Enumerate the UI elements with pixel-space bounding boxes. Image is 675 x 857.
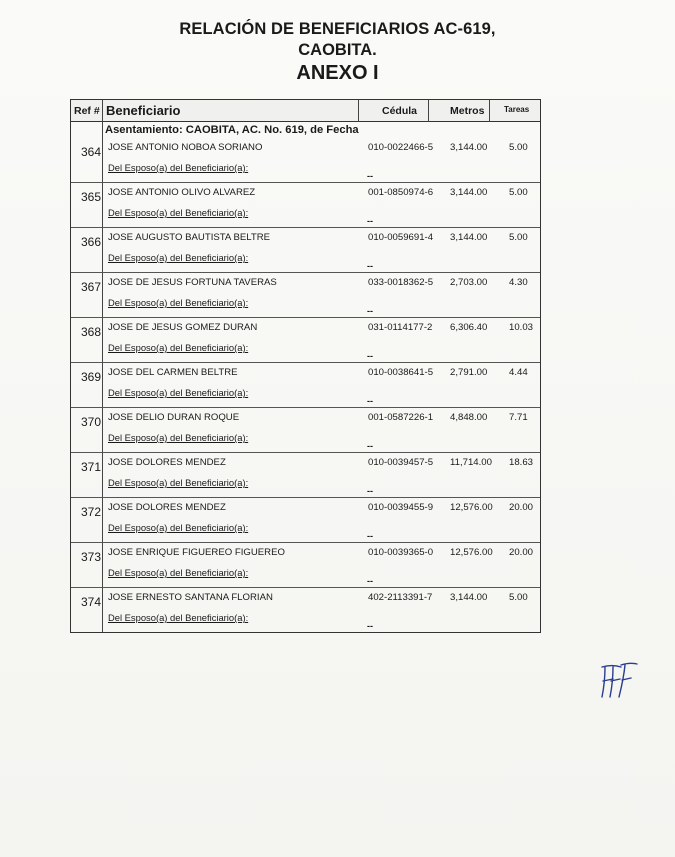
metros-cell: 11,714.00 — [450, 457, 492, 468]
ref-cell: 374 — [81, 595, 102, 609]
beneficiary-name: JOSE DE JESUS GOMEZ DURAN — [108, 322, 258, 333]
spouse-cedula-placeholder: -- — [367, 396, 373, 406]
cedula-cell: 033-0018362-5 — [368, 277, 434, 288]
spouse-cedula-placeholder: -- — [367, 216, 373, 226]
beneficiary-name: JOSE ANTONIO OLIVO ALVAREZ — [108, 187, 256, 198]
table-row — [71, 453, 540, 498]
beneficiary-name: JOSE DE JESUS FORTUNA TAVERAS — [108, 277, 277, 288]
cedula-cell: 010-0038641-5 — [368, 367, 434, 378]
document-subtitle: CAOBITA. — [298, 41, 377, 59]
beneficiary-name: JOSE ENRIQUE FIGUEREO FIGUEREO — [108, 547, 285, 558]
column-header-beneficiario: Beneficiario — [106, 103, 181, 118]
beneficiary-name: JOSE DOLORES MENDEZ — [108, 502, 226, 513]
spouse-label: Del Esposo(a) del Beneficiario(a): — [108, 297, 249, 308]
beneficiary-name: JOSE DELIO DURAN ROQUE — [108, 412, 240, 423]
beneficiary-name: JOSE ANTONIO NOBOA SORIANO — [108, 142, 263, 153]
spouse-label: Del Esposo(a) del Beneficiario(a): — [108, 342, 249, 353]
spouse-label: Del Esposo(a) del Beneficiario(a): — [108, 477, 249, 488]
cedula-cell: 402-2113391-7 — [368, 592, 433, 603]
tareas-cell: 5.00 — [509, 232, 528, 243]
spouse-cedula-placeholder: -- — [367, 486, 373, 496]
column-header-tareas: Tareas — [504, 105, 530, 114]
cedula-cell: 010-0039365-0 — [368, 547, 434, 558]
table-row — [71, 318, 540, 363]
ref-cell: 367 — [81, 280, 102, 294]
asentamiento-label: Asentamiento: CAOBITA, AC. No. 619, de Fecha — [105, 124, 359, 136]
table-row — [71, 138, 540, 183]
ref-cell: 370 — [81, 415, 102, 429]
cedula-cell: 010-0022466-5 — [368, 142, 434, 153]
table-row — [71, 273, 540, 318]
metros-cell: 4,848.00 — [450, 412, 488, 423]
spouse-cedula-placeholder: -- — [367, 621, 373, 631]
spouse-label: Del Esposo(a) del Beneficiario(a): — [108, 432, 249, 443]
column-header-cedula: Cédula — [382, 105, 418, 117]
metros-cell: 3,144.00 — [450, 187, 488, 198]
spouse-label: Del Esposo(a) del Beneficiario(a): — [108, 207, 249, 218]
tareas-cell: 20.00 — [509, 502, 534, 513]
cedula-cell: 010-0039455-9 — [368, 502, 434, 513]
ref-cell: 366 — [81, 235, 102, 249]
metros-cell: 2,703.00 — [450, 277, 488, 288]
table-row — [71, 543, 540, 588]
table-row — [71, 228, 540, 273]
beneficiary-name: JOSE AUGUSTO BAUTISTA BELTRE — [108, 232, 271, 243]
signature-initials — [599, 657, 639, 702]
table-row — [71, 408, 540, 453]
beneficiary-name: JOSE DOLORES MENDEZ — [108, 457, 226, 468]
ref-cell: 365 — [81, 190, 102, 204]
document-title: RELACIÓN DE BENEFICIARIOS AC-619, — [179, 20, 496, 38]
cedula-cell: 001-0587226-1 — [368, 412, 434, 423]
spouse-label: Del Esposo(a) del Beneficiario(a): — [108, 252, 249, 263]
tareas-cell: 5.00 — [509, 592, 528, 603]
beneficiaries-table — [70, 99, 541, 633]
annex-title: ANEXO I — [296, 62, 379, 84]
spouse-label: Del Esposo(a) del Beneficiario(a): — [108, 522, 249, 533]
tareas-cell: 18.63 — [509, 457, 534, 468]
spouse-label: Del Esposo(a) del Beneficiario(a): — [108, 567, 249, 578]
spouse-cedula-placeholder: -- — [367, 531, 373, 541]
metros-cell: 6,306.40 — [450, 322, 488, 333]
column-header-metros: Metros — [450, 105, 485, 117]
tareas-cell: 7.71 — [509, 412, 528, 423]
column-divider-cedula — [428, 100, 429, 122]
metros-cell: 3,144.00 — [450, 592, 488, 603]
spouse-cedula-placeholder: -- — [367, 171, 373, 181]
beneficiary-name: JOSE ERNESTO SANTANA FLORIAN — [108, 592, 273, 603]
tareas-cell: 5.00 — [509, 142, 528, 153]
cedula-cell: 010-0059691-4 — [368, 232, 434, 243]
ref-cell: 368 — [81, 325, 102, 339]
table-row — [71, 498, 540, 543]
metros-cell: 12,576.00 — [450, 502, 493, 513]
spouse-cedula-placeholder: -- — [367, 261, 373, 271]
metros-cell: 3,144.00 — [450, 232, 488, 243]
column-header-ref: Ref # — [74, 105, 100, 117]
table-row — [71, 363, 540, 408]
metros-cell: 3,144.00 — [450, 142, 488, 153]
tareas-cell: 10.03 — [509, 322, 534, 333]
cedula-cell: 010-0039457-5 — [368, 457, 434, 468]
tareas-cell: 4.30 — [509, 277, 528, 288]
tareas-cell: 4.44 — [509, 367, 528, 378]
ref-cell: 364 — [81, 145, 102, 159]
table-row — [71, 588, 540, 633]
table-row — [71, 183, 540, 228]
metros-cell: 2,791.00 — [450, 367, 488, 378]
metros-cell: 12,576.00 — [450, 547, 493, 558]
spouse-label: Del Esposo(a) del Beneficiario(a): — [108, 612, 249, 623]
ref-cell: 371 — [81, 460, 102, 474]
beneficiary-name: JOSE DEL CARMEN BELTRE — [108, 367, 238, 378]
ref-cell: 373 — [81, 550, 102, 564]
signature-stroke — [602, 663, 637, 697]
spouse-cedula-placeholder: -- — [367, 441, 373, 451]
tareas-cell: 5.00 — [509, 187, 528, 198]
spouse-cedula-placeholder: -- — [367, 576, 373, 586]
column-divider-metros — [489, 100, 490, 122]
cedula-cell: 001-0850974-6 — [368, 187, 434, 198]
spouse-cedula-placeholder: -- — [367, 306, 373, 316]
spouse-cedula-placeholder: -- — [367, 351, 373, 361]
table-header — [71, 100, 540, 122]
cedula-cell: 031-0114177-2 — [368, 322, 433, 333]
ref-cell: 372 — [81, 505, 102, 519]
spouse-label: Del Esposo(a) del Beneficiario(a): — [108, 162, 249, 173]
tareas-cell: 20.00 — [509, 547, 534, 558]
column-divider-beneficiario — [358, 100, 359, 122]
spouse-label: Del Esposo(a) del Beneficiario(a): — [108, 387, 249, 398]
ref-cell: 369 — [81, 370, 102, 384]
